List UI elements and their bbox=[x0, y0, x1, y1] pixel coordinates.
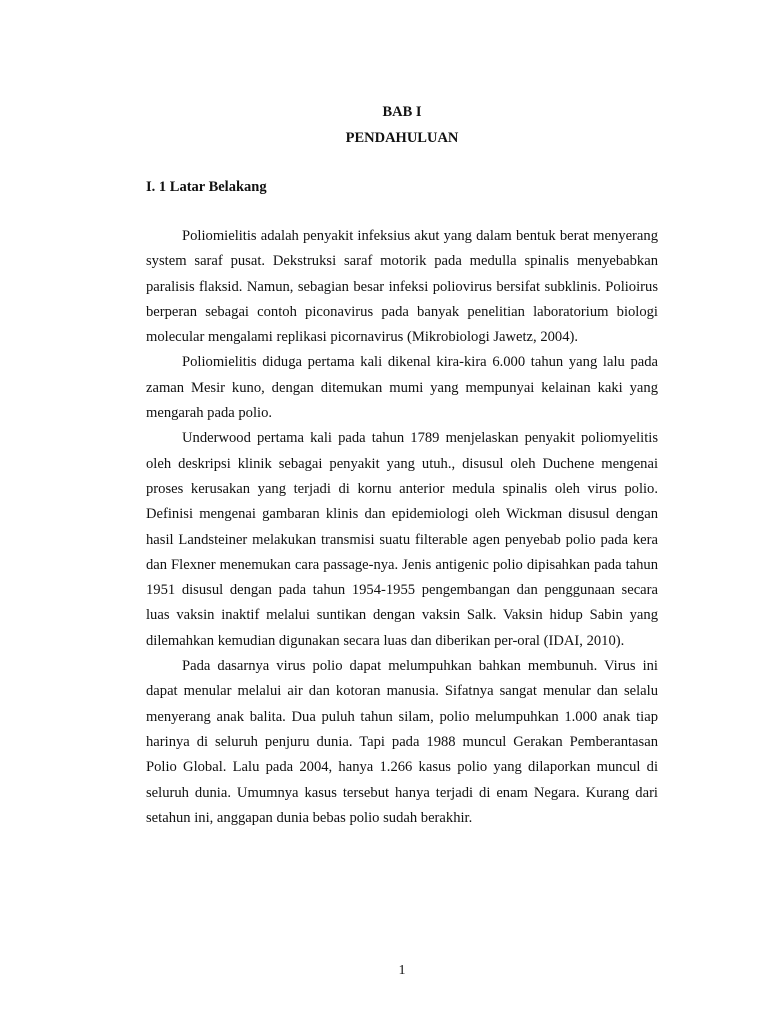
body-text bbox=[146, 224, 658, 831]
chapter-title: PENDAHULUAN bbox=[345, 130, 459, 146]
paragraph: Poliomielitis diduga pertama kali dikenal kira-kira 6.000 tahun yang lalu pada zaman Mesir kuno, dengan ditemukan mumi yang mempunyai kelainan kaki yang mengarah pada polio. bbox=[146, 354, 658, 422]
paragraph: Poliomielitis adalah penyakit infeksius akut yang dalam bentuk berat menyerang system saraf pusat. Dekstruksi saraf motorik pada medulla spinalis menyebabkan paralisis flaksid. Namun, sebagian besar infeksi poliovirus bersifat subklinis. Polioirus berperan sebagai contoh piconavirus pada banyak penelitian laboratorium biologi molecular mengalami replikasi picornavirus (Mikrobiologi Jawetz, 2004). bbox=[146, 228, 658, 346]
page-number: 1 bbox=[398, 963, 406, 978]
paragraph: Pada dasarnya virus polio dapat melumpuhkan bahkan membunuh. Virus ini dapat menular melalui air dan kotoran manusia. Sifatnya sangat menular dan selalu menyerang anak balita. Dua puluh tahun silam, polio melumpuhkan 1.000 anak tiap harinya di seluruh penjuru dunia. Tapi pada 1988 muncul Gerakan Pemberantasan Polio Global. Lalu pada 2004, hanya 1.266 kasus polio yang dilaporkan muncul di seluruh dunia. Umumnya kasus tersebut hanya terjadi di enam Negara. Kurang dari setahun ini, anggapan dunia bebas polio sudah berakhir. bbox=[146, 658, 658, 826]
section-title: I. 1 Latar Belakang bbox=[146, 179, 267, 195]
chapter-number: BAB I bbox=[382, 104, 422, 120]
paragraph: Underwood pertama kali pada tahun 1789 menjelaskan penyakit poliomyelitis oleh deskripsi klinik sebagai penyakit yang utuh., disusul oleh Duchene mengenai proses kerusakan yang terjadi di kornu anterior medula spinalis oleh virus polio. Definisi mengenai gambaran klinis dan epidemiologi oleh Wickman disusul dengan hasil Landsteiner melakukan transmisi suatu filterable agen penyebab polio pada kera dan Flexner menemukan cara passage-nya. Jenis antigenic polio dipisahkan pada tahun 1951 disusul dengan pada tahun 1954-1955 pengembangan dan penggunaan secara luas vaksin inaktif melalui suntikan dengan vaksin Salk. Vaksin hidup Sabin yang dilemahkan kemudian digunakan secara luas dan diberikan per-oral (IDAI, 2010). bbox=[146, 430, 658, 649]
